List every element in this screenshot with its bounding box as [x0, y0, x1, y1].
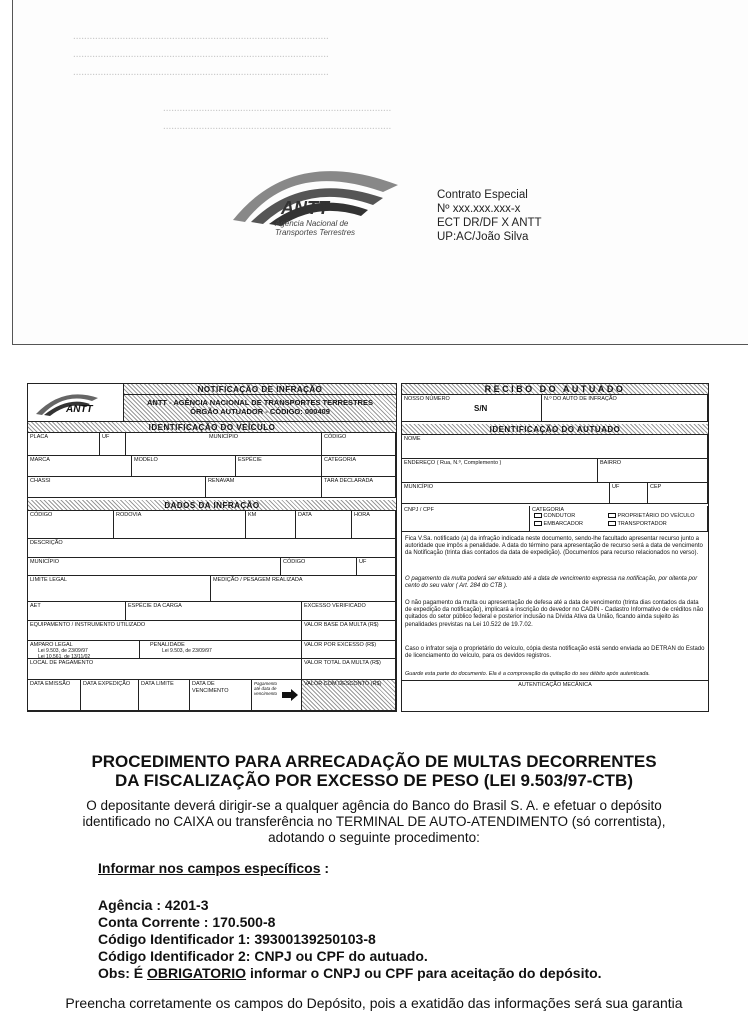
envelope-area [12, 0, 748, 345]
data-field[interactable]: DATA [296, 511, 352, 539]
excesso-field[interactable]: EXCESSO VERIFICADO [302, 602, 396, 621]
logo-sub-1: Agência Nacional de [275, 219, 349, 228]
uf-field[interactable]: UF [100, 433, 126, 456]
amparo-label: AMPARO LEGAL [30, 642, 73, 648]
notice-paragraph-4: Caso o infrator seja o proprietário do veículo, cópia desta notificação está sendo enviada ao DETRAN do Estado de licenciamento do veículo, para os devidos registros. [405, 646, 705, 660]
especie-field[interactable]: ESPÉCIE [236, 456, 322, 477]
checkbox-icon[interactable] [534, 513, 542, 518]
uf-field-right[interactable]: UF [610, 483, 648, 504]
checkbox-icon[interactable] [608, 513, 616, 518]
payment-note [252, 680, 302, 711]
agencia-line: Agência : 4201-3 [98, 897, 209, 913]
inf-codigo-field[interactable]: CÓDIGO [28, 511, 114, 539]
contract-line: UP:AC/João Silva [437, 231, 529, 243]
infraction-header: DADOS DA INFRAÇÃO [28, 500, 396, 511]
inform-heading-suffix: : [320, 860, 330, 876]
procedure-body-3: adotando o seguinte procedimento: [268, 830, 480, 845]
procedure-title-2: DA FISCALIZAÇÃO POR EXCESSO DE PESO (LEI 9.503/97-CTB) [115, 771, 633, 790]
payment-note-text: Pagamento até data de vencimento [254, 681, 278, 696]
option-condutor[interactable] [534, 513, 575, 520]
renavam-field[interactable]: RENAVAM [206, 477, 322, 498]
obs-line [98, 965, 602, 981]
codigo-field[interactable]: CÓDIGO [322, 433, 396, 456]
proprietario-label: PROPRIETÁRIO DO VEÍCULO [617, 513, 695, 519]
bleed-through-text: ............................................................................................. [73, 30, 329, 42]
notice-paragraph-2: O pagamento da multa poderá ser efetuado até a data de vencimento expressa na notificação, por oitenta por cento do seu valor ( Art. 284 do CTB ). [405, 576, 698, 590]
codigo1-line: Código Identificador 1: 39300139250103-8 [98, 931, 376, 947]
data-emissao-field[interactable]: DATA EMISSÃO [28, 680, 81, 711]
inform-heading [98, 860, 329, 876]
form-logo-text: ANTT [66, 404, 93, 415]
nosso-numero-field [402, 395, 542, 422]
logo-sub-2: Transportes Terrestres [275, 228, 356, 237]
receipt-title: RECIBO DO AUTUADO [402, 384, 708, 395]
hora-field[interactable]: HORA [352, 511, 396, 539]
categoria-block [530, 506, 708, 532]
penalidade-line: Lei 9.503, de 23/09/97 [162, 648, 212, 654]
conta-line: Conta Corrente : 170.500-8 [98, 914, 276, 930]
checkbox-icon[interactable] [608, 521, 616, 526]
amparo-legal-field [28, 641, 140, 659]
amparo-line-1: Lei 9.503, de 23/09/97 [38, 648, 88, 654]
cnpj-field[interactable]: CNPJ / CPF [402, 506, 530, 532]
chassi-field[interactable]: CHASSI [28, 477, 206, 498]
embarcador-label: EMBARCADOR [543, 521, 583, 527]
procedure-body-2: identificado no CAIXA ou transferência no TERMINAL DE AUTO-ATENDIMENTO (só correntista), [82, 814, 666, 829]
autenticacao-field: AUTENTICAÇÃO MECÂNICA [402, 680, 708, 711]
inf-uf-field[interactable]: UF [357, 558, 396, 576]
contract-block [437, 188, 542, 244]
codigo2-line: Código Identificador 2: CNPJ ou CPF do autuado. [98, 948, 428, 964]
inf-codigo2-field[interactable]: CÓDIGO [281, 558, 357, 576]
contract-line: Nº xxx.xxx.xxx-x [437, 203, 521, 215]
receipt-form [401, 383, 709, 712]
footer-note: Preencha corretamente os campos do Depósito, pois a exatidão das informações será sua garantia [65, 995, 683, 1011]
bairro-field[interactable]: BAIRRO [598, 459, 708, 483]
bleed-through-text: ................................................................................... [163, 120, 392, 132]
endereco-field[interactable]: ENDEREÇO ( Rua, N.º, Complemento ) [402, 459, 598, 483]
municipio-field[interactable]: MUNICÍPIO [126, 433, 322, 456]
valor-total-field[interactable]: VALOR TOTAL DA MULTA (R$) [302, 659, 396, 680]
transportador-label: TRANSPORTADOR [617, 521, 667, 527]
data-expedicao-field[interactable]: DATA EXPEDIÇÃO [81, 680, 139, 711]
obs-suffix: informar o CNPJ ou CPF para aceitação do depósito. [246, 965, 602, 981]
amparo-line-2: Lei 10.561, de 13/11/02 [38, 653, 91, 659]
logo-wordmark: ANTT [281, 198, 329, 218]
procedure-title-1: PROCEDIMENTO PARA ARRECADAÇÃO DE MULTAS DECORRENTES [91, 752, 657, 771]
procedure-block [0, 752, 748, 846]
notification-form [27, 383, 397, 712]
bleed-through-text: ............................................................................................. [73, 66, 329, 78]
data-limite-field[interactable]: DATA LIMITE [139, 680, 190, 711]
local-pagamento-field[interactable]: LOCAL DE PAGAMENTO [28, 659, 302, 680]
authority-line: ÓRGÃO AUTUADOR - CÓDIGO: 000409 [190, 407, 330, 416]
contract-line: ECT DR/DF X ANTT [437, 217, 542, 229]
bleed-through-text: ................................................................................... [163, 102, 392, 114]
checkbox-icon[interactable] [534, 521, 542, 526]
contract-line: Contrato Especial [437, 189, 528, 201]
nosso-numero-label: NOSSO NÚMERO [404, 396, 450, 402]
auto-numero-field[interactable]: N.º DO AUTO DE INFRAÇÃO [542, 395, 708, 422]
nome-field[interactable]: NOME [402, 435, 708, 459]
agency-block [124, 395, 396, 422]
condutor-label: CONDUTOR [543, 513, 576, 519]
categoria-field[interactable]: CATEGORIA [322, 456, 396, 477]
vehicle-header: IDENTIFICAÇÃO DO VEÍCULO [28, 422, 396, 433]
km-field[interactable]: KM [246, 511, 296, 539]
nosso-numero-value: S/N [474, 404, 488, 413]
marca-field[interactable]: MARCA [28, 456, 132, 477]
notice-paragraph-3: O não pagamento da multa ou apresentação de defesa até a data de vencimento (trinta dias contados da data de expedição da notificação), implicará a inscrição do devedor no CADIN - Cadastro Informativo de créditos não quitados do setor público federal e posterior inclusão na Dívida Ativa da União, ficando ainda sujeito às penalidades previstas na Lei 10.522 de 19.7.02. [405, 600, 704, 628]
arrow-right-icon [282, 689, 298, 701]
obs-prefix: Obs: É [98, 965, 148, 981]
form-logo [28, 384, 124, 422]
penalidade-field [140, 641, 302, 659]
option-transportador[interactable] [608, 521, 667, 528]
penalidade-label: PENALIDADE [150, 642, 185, 648]
medicao-field[interactable]: MEDIÇÃO / PESAGEM REALIZADA [211, 576, 396, 602]
obs-underline: OBRIGATORIO [147, 965, 247, 981]
ident-header: IDENTIFICAÇÃO DO AUTUADO [402, 424, 708, 435]
valor-base-field[interactable]: VALOR BASE DA MULTA (R$) [302, 621, 396, 641]
antt-small-logo-icon [28, 384, 124, 422]
bleed-through-text: ............................................................................................. [73, 48, 329, 60]
notification-title: NOTIFICAÇÃO DE INFRAÇÃO [124, 384, 396, 395]
tara-field[interactable]: TARA DECLARADA [322, 477, 396, 498]
aet-field[interactable]: AET [28, 602, 126, 621]
valor-desconto-field[interactable]: VALOR COM DESCONTO (R$) [302, 680, 396, 711]
descricao-field[interactable]: DESCRIÇÃO [28, 539, 396, 558]
cep-field[interactable]: CEP [648, 483, 708, 504]
agency-line: ANTT - AGÊNCIA NACIONAL DE TRANSPORTES TERRESTRES [147, 398, 373, 407]
municipio-field-right[interactable]: MUNICÍPIO [402, 483, 610, 504]
especie-carga-field[interactable]: ESPÉCIE DA CARGA [126, 602, 302, 621]
limite-field[interactable]: LIMITE LEGAL [28, 576, 211, 602]
equipamento-field[interactable]: EQUIPAMENTO / INSTRUMENTO UTILIZADO [28, 621, 302, 641]
notice-paragraph-1: Fica V.Sa. notificado (a) da infração indicada neste documento, sendo-lhe facultado apresentar recurso junto a autoridade que impôs a penalidade. A data do término para apresentação de recurso será a data de vencimento da Notificação (trinta dias contados da data de expedição). (Documentos para recurso relacionados no verso). [405, 536, 703, 557]
placa-field[interactable]: PLACA [28, 433, 100, 456]
categoria-label: CATEGORIA [532, 507, 564, 513]
option-proprietario[interactable] [608, 513, 695, 520]
option-embarcador[interactable] [534, 521, 583, 528]
valor-excesso-field[interactable]: VALOR POR EXCESSO (R$) [302, 641, 396, 659]
inform-heading-text: Informar nos campos específicos [98, 860, 321, 876]
procedure-body [0, 798, 748, 846]
inf-municipio-field[interactable]: MUNICÍPIO [28, 558, 281, 576]
modelo-field[interactable]: MODELO [132, 456, 236, 477]
rodovia-field[interactable]: RODOVIA [114, 511, 246, 539]
procedure-body-1: O depositante deverá dirigir-se a qualquer agência do Banco do Brasil S. A. e efetuar o depósito [86, 798, 662, 813]
notice-paragraph-5: Guarde esta parte do documento. Ela é a comprovação da quitação do seu débito após autenticada. [405, 671, 650, 677]
data-vencimento-field[interactable]: DATA DE VENCIMENTO [190, 680, 252, 711]
